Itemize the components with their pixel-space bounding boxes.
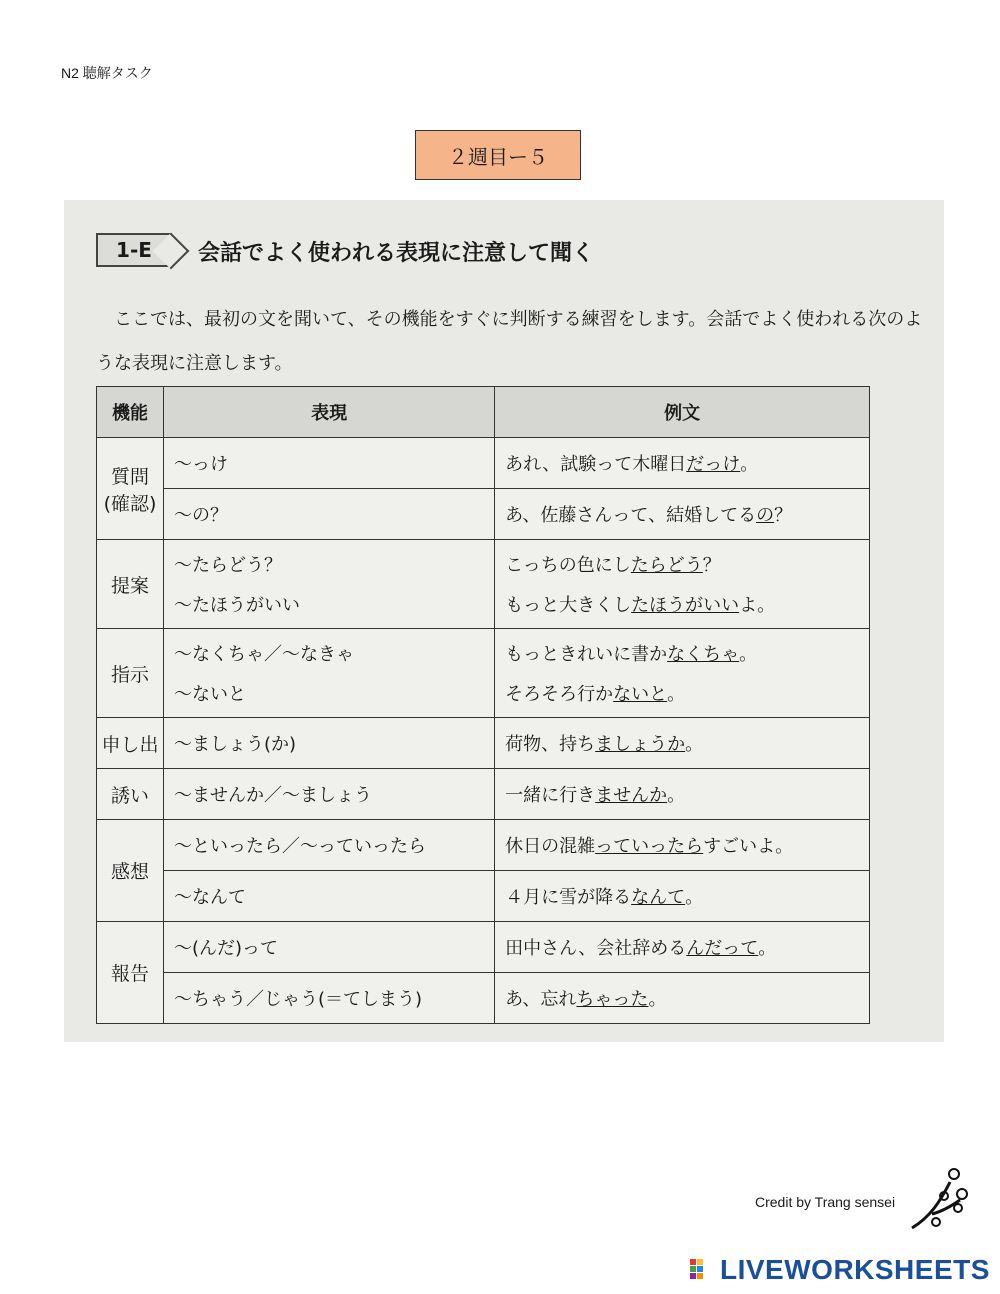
example-sentence <box>505 927 859 967</box>
expression-cell <box>164 871 495 922</box>
underlined-expression: なくちゃ <box>667 644 740 665</box>
example-text: よ。 <box>739 595 776 616</box>
example-sentence <box>505 723 859 763</box>
header-expression: 表現 <box>164 387 495 438</box>
table-row <box>97 489 870 540</box>
table-body <box>97 438 870 1024</box>
expression-cell <box>164 769 495 820</box>
expression-cell <box>164 922 495 973</box>
expression-text: 〜といったら／〜っていったら <box>174 836 426 857</box>
underlined-expression: ましょうか <box>595 734 686 755</box>
section-intro: ここでは、最初の文を聞いて、その機能をすぐに判断する練習をします。会話でよく使われる次のような表現に注意します。 <box>96 309 923 374</box>
section-tag: 1-E <box>96 233 172 267</box>
table-row <box>97 871 870 922</box>
example-text: もっと大きくし <box>505 595 632 616</box>
underlined-expression: たらどう <box>630 555 703 576</box>
header-label: N2 聴解タスク <box>61 65 153 81</box>
example-cell <box>495 871 870 922</box>
expression-cell <box>164 438 495 489</box>
example-sentence <box>505 443 859 483</box>
underlined-expression: なんて <box>631 887 686 908</box>
function-cell: 提案 <box>97 540 164 629</box>
credit-text: Credit by Trang sensei <box>755 1194 896 1210</box>
example-text: すごいよ。 <box>703 836 794 857</box>
example-text: 休日の混雑 <box>505 836 596 857</box>
expression-text: 〜ましょう(か) <box>174 734 297 755</box>
liveworksheets-logo-icon <box>690 1257 716 1283</box>
expression-table <box>96 386 870 1024</box>
example-sentence <box>505 978 859 1018</box>
expression-text: 〜っけ <box>174 454 228 475</box>
example-sentence <box>505 584 859 624</box>
table-row <box>97 540 870 629</box>
expression-cell <box>164 489 495 540</box>
table-row <box>97 922 870 973</box>
example-text: あ、佐藤さんって、結婚してる <box>505 505 757 526</box>
expression-text: 〜なんて <box>174 887 246 908</box>
example-cell <box>495 438 870 489</box>
example-text: ４月に雪が降る <box>505 887 632 908</box>
example-text: 。 <box>648 989 667 1010</box>
function-cell: 誘い <box>97 769 164 820</box>
example-text: ？ <box>702 555 721 576</box>
expression-text: 〜ちゃう／じゃう(＝てしまう) <box>174 989 423 1010</box>
expression-cell <box>164 820 495 871</box>
textbook-scan <box>64 200 944 1042</box>
example-cell <box>495 540 870 629</box>
expression-cell <box>164 718 495 769</box>
example-text: もっときれいに書か <box>505 644 668 665</box>
function-cell: 報告 <box>97 922 164 1024</box>
function-cell: 質問 (確認) <box>97 438 164 540</box>
underlined-expression: んだって <box>686 938 759 959</box>
expression-cell <box>164 973 495 1024</box>
logo-text: LIVEWORKSHEETS <box>720 1254 990 1285</box>
example-sentence <box>505 494 859 534</box>
liveworksheets-logo <box>690 1254 990 1286</box>
example-sentence <box>505 544 859 584</box>
expression-text: 〜ませんか／〜ましょう <box>174 785 372 806</box>
example-text: 。 <box>667 785 686 806</box>
example-cell <box>495 769 870 820</box>
example-sentence <box>505 633 859 673</box>
example-text: あれ、試験って木曜日 <box>505 454 687 475</box>
example-text: 。 <box>740 454 759 475</box>
expression-text: 〜たほうがいい <box>174 595 300 616</box>
underlined-expression: っていったら <box>595 836 704 857</box>
underlined-expression: ないと <box>613 684 668 705</box>
underlined-expression: だっけ <box>686 454 741 475</box>
example-text: 。 <box>758 938 777 959</box>
underlined-expression: ちゃった <box>576 989 649 1010</box>
expression-cell <box>164 540 495 629</box>
expression-text: 〜(んだ)って <box>174 938 279 959</box>
expression-cell <box>164 629 495 718</box>
section-title: 会話でよく使われる表現に注意して聞く <box>198 241 595 266</box>
expression-text: 〜なくちゃ／〜なきゃ <box>174 644 354 665</box>
example-cell <box>495 973 870 1024</box>
table-row <box>97 769 870 820</box>
example-text: 荷物、持ち <box>505 734 596 755</box>
example-text: 。 <box>685 887 704 908</box>
example-cell <box>495 820 870 871</box>
header-example: 例文 <box>495 387 870 438</box>
example-sentence <box>505 876 859 916</box>
example-sentence <box>505 673 859 713</box>
plum-blossom-branch-icon <box>910 1162 970 1236</box>
example-text: そろそろ行か <box>505 684 614 705</box>
example-text: ？ <box>774 505 793 526</box>
table-row <box>97 718 870 769</box>
example-text: 。 <box>685 734 704 755</box>
example-cell <box>495 922 870 973</box>
table-row <box>97 820 870 871</box>
table-header-row <box>97 387 870 438</box>
example-cell <box>495 718 870 769</box>
function-cell: 指示 <box>97 629 164 718</box>
expression-text: 〜の？ <box>174 505 228 526</box>
table-row <box>97 973 870 1024</box>
example-text: こっちの色にし <box>505 555 631 576</box>
table-row <box>97 438 870 489</box>
underlined-expression: たほうがいい <box>631 595 740 616</box>
example-cell <box>495 489 870 540</box>
week-label-box: ２週目ー５ <box>415 130 581 180</box>
underlined-expression: の <box>756 505 775 526</box>
underlined-expression: ませんか <box>595 785 668 806</box>
function-cell: 申し出 <box>97 718 164 769</box>
example-sentence <box>505 825 859 865</box>
example-text: あ、忘れ <box>505 989 577 1010</box>
example-text: 田中さん、会社辞める <box>505 938 687 959</box>
table-row <box>97 629 870 718</box>
expression-text: 〜ないと <box>174 684 246 705</box>
example-text: 一緒に行き <box>505 785 596 806</box>
example-cell <box>495 629 870 718</box>
function-cell: 感想 <box>97 820 164 922</box>
example-text: 。 <box>667 684 686 705</box>
expression-text: 〜たらどう？ <box>174 555 282 576</box>
header-function: 機能 <box>97 387 164 438</box>
example-text: 。 <box>739 644 758 665</box>
example-sentence <box>505 774 859 814</box>
